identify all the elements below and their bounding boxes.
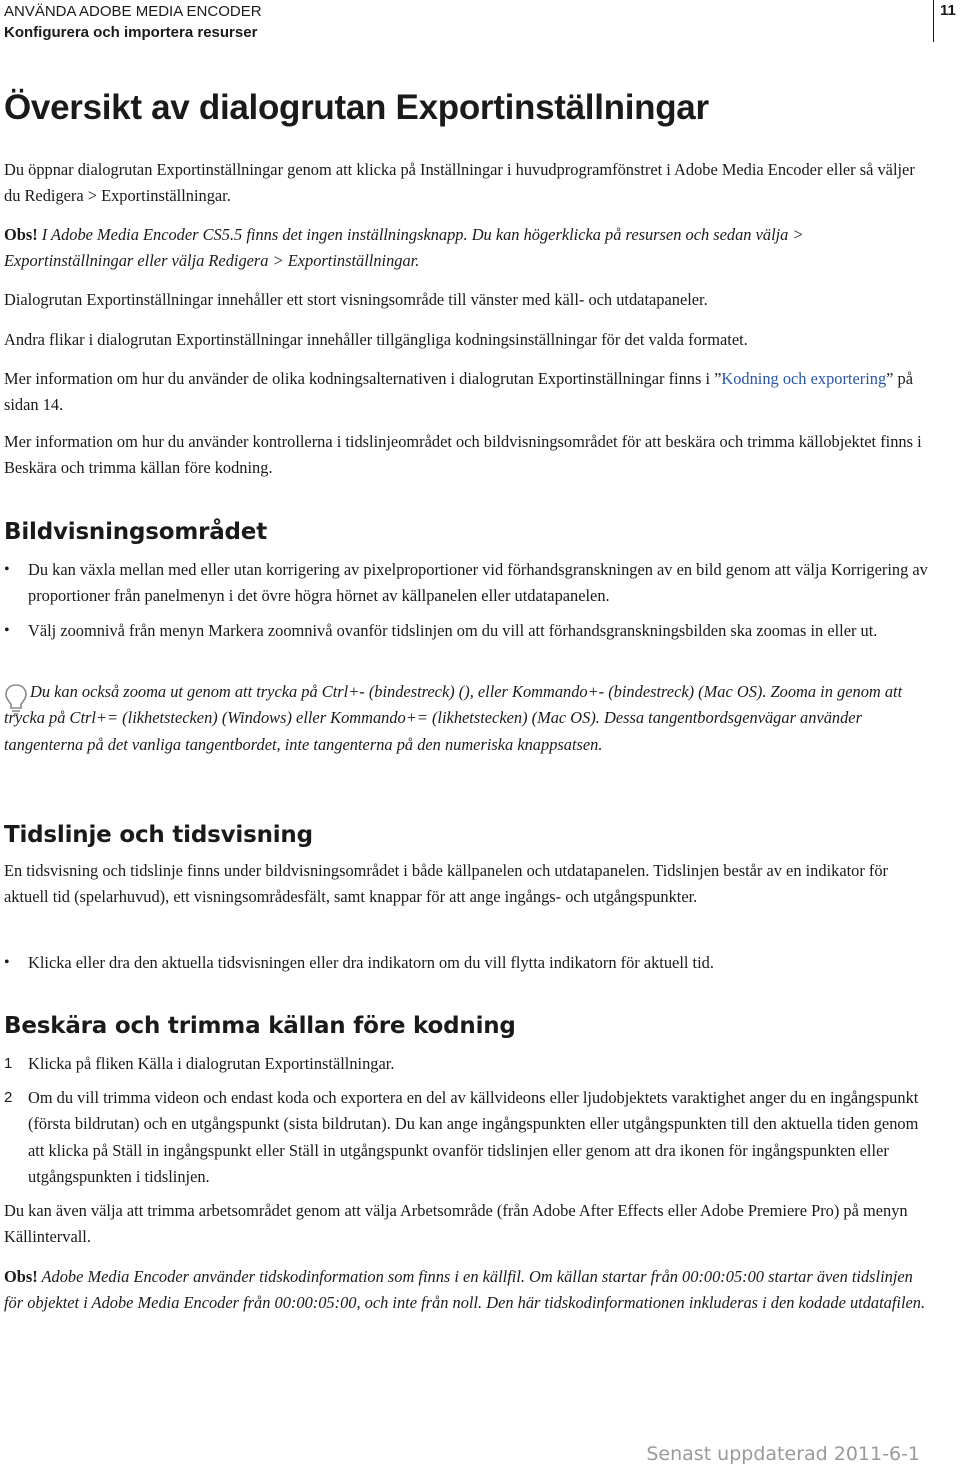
heading-bildvisningsomradet: Bildvisningsområdet xyxy=(4,519,268,545)
bullet-item-1: Du kan växla mellan med eller utan korrigering av pixelproportioner vid förhandsgranskningen av en bild genom att välja Korrigering av proportioner från panelmenyn i det övre högra hörnet av källpanelen eller utdatapanelen. xyxy=(28,560,928,606)
bullet-marker: • xyxy=(4,561,10,578)
link-kodning-och-exportering[interactable]: Kodning och exportering xyxy=(721,369,887,388)
tip-text: Du kan också zooma ut genom att trycka på Ctrl+- (bindestreck) (), eller Kommando+- (bindestreck) (Mac OS). Zooma in genom att trycka på Ctrl+= (likhetstecken) (Windows) eller Kommando+= (likhetstecken) (Mac OS). Dessa tangentbordsgenvägar använder tangenterna på det vanliga tangentbordet, inte tangenterna på den numeriska knappsatsen. xyxy=(4,682,903,754)
intro-paragraph-5: Mer information om hur du använder kontrollerna i tidslinjeområdet och bildvisningsområdet för att beskära och trimma källobjektet finns i Beskära och trimma källan före kodning. xyxy=(4,432,922,478)
p4-text-before: Mer information om hur du använder de olika kodningsalternativen i dialogrutan Exportinställningar finns i ” xyxy=(4,369,722,388)
intro-note xyxy=(4,222,934,275)
note-text: I Adobe Media Encoder CS5.5 finns det ingen inställningsknapp. Du kan högerklicka på resursen och sedan välja > Exportinställningar eller välja Redigera > Exportinställningar. xyxy=(4,225,804,271)
intro-paragraph-2: Dialogrutan Exportinställningar innehåller ett stort visningsområde till vänster med käll- och utdatapaneler. xyxy=(4,290,708,309)
p4-text-after: ” på sidan 14. xyxy=(4,369,913,415)
bullet-marker: • xyxy=(4,954,10,971)
page-title: Översikt av dialogrutan Exportinställningar xyxy=(4,88,709,127)
intro-paragraph-4 xyxy=(4,366,934,419)
step-number: 1 xyxy=(4,1055,13,1072)
page-number: 11 xyxy=(940,2,956,19)
heading-tidslinje-och-tidsvisning: Tidslinje och tidsvisning xyxy=(4,822,313,848)
step-2-text: Om du vill trimma videon och endast koda och exportera en del av källvideons eller ljudobjektets varaktighet anger du en ingångspunkt (första bildrutan) och en utgångspunkt (sista bildrutan). Du kan ange ingångspunkten eller utgångspunkten till den aktuella tiden genom att klicka på Ställ in ingångspunkt eller Ställ in utgångspunkt ovanför tidslinjen eller genom att dra ikonen för ingångspunkten eller utgångspunkten i tidslinjen. xyxy=(28,1088,919,1186)
step-1-text: Klicka på fliken Källa i dialogrutan Exportinställningar. xyxy=(28,1054,395,1073)
bullet-marker: • xyxy=(4,622,10,639)
heading-beskara-och-trimma: Beskära och trimma källan före kodning xyxy=(4,1013,516,1039)
note-label: Obs! xyxy=(4,225,38,244)
section3-note xyxy=(4,1264,934,1317)
footer-last-updated: Senast uppdaterad 2011-6-1 xyxy=(646,1443,920,1465)
section3-paragraph: Du kan även välja att trimma arbetsområdet genom att välja Arbetsområde (från Adobe After Effects eller Adobe Premiere Pro) på menyn Källintervall. xyxy=(4,1201,908,1247)
section2-paragraph: En tidsvisning och tidslinje finns under bildvisningsområdet i både källpanelen och utdatapanelen. Tidslinjen består av en indikator för aktuell tid (spelarhuvud), ett visningsområdesfält, samt knappar för att ange ingångs- och utgångspunkter. xyxy=(4,861,889,907)
intro-paragraph-1: Du öppnar dialogrutan Exportinställningar genom att klicka på Inställningar i huvudprogramfönstret i Adobe Media Encoder eller så väljer du Redigera > Exportinställningar. xyxy=(4,160,915,206)
section2-bullet: Klicka eller dra den aktuella tidsvisningen eller dra indikatorn om du vill flytta indikatorn för aktuell tid. xyxy=(28,953,714,972)
note-text: Adobe Media Encoder använder tidskodinformation som finns i en källfil. Om källan startar från 00:00:05:00 startar även tidslinjen för objektet i Adobe Media Encoder från 00:00:05:00, och inte från noll. Den här tidskodinformationen inkluderas i den kodade utdatafilen. xyxy=(4,1267,926,1313)
note-label: Obs! xyxy=(4,1267,38,1286)
running-header-chapter: ANVÄNDA ADOBE MEDIA ENCODER xyxy=(4,3,262,20)
intro-paragraph-3: Andra flikar i dialogrutan Exportinställningar innehåller tillgängliga kodningsinställningar för det valda formatet. xyxy=(4,330,748,349)
bullet-item-2: Välj zoomnivå från menyn Markera zoomnivå ovanför tidslinjen om du vill att förhandsgranskningsbilden ska zoomas in eller ut. xyxy=(28,621,878,640)
running-header-section: Konfigurera och importera resurser xyxy=(4,24,258,41)
step-number: 2 xyxy=(4,1089,13,1106)
header-divider xyxy=(933,0,934,42)
